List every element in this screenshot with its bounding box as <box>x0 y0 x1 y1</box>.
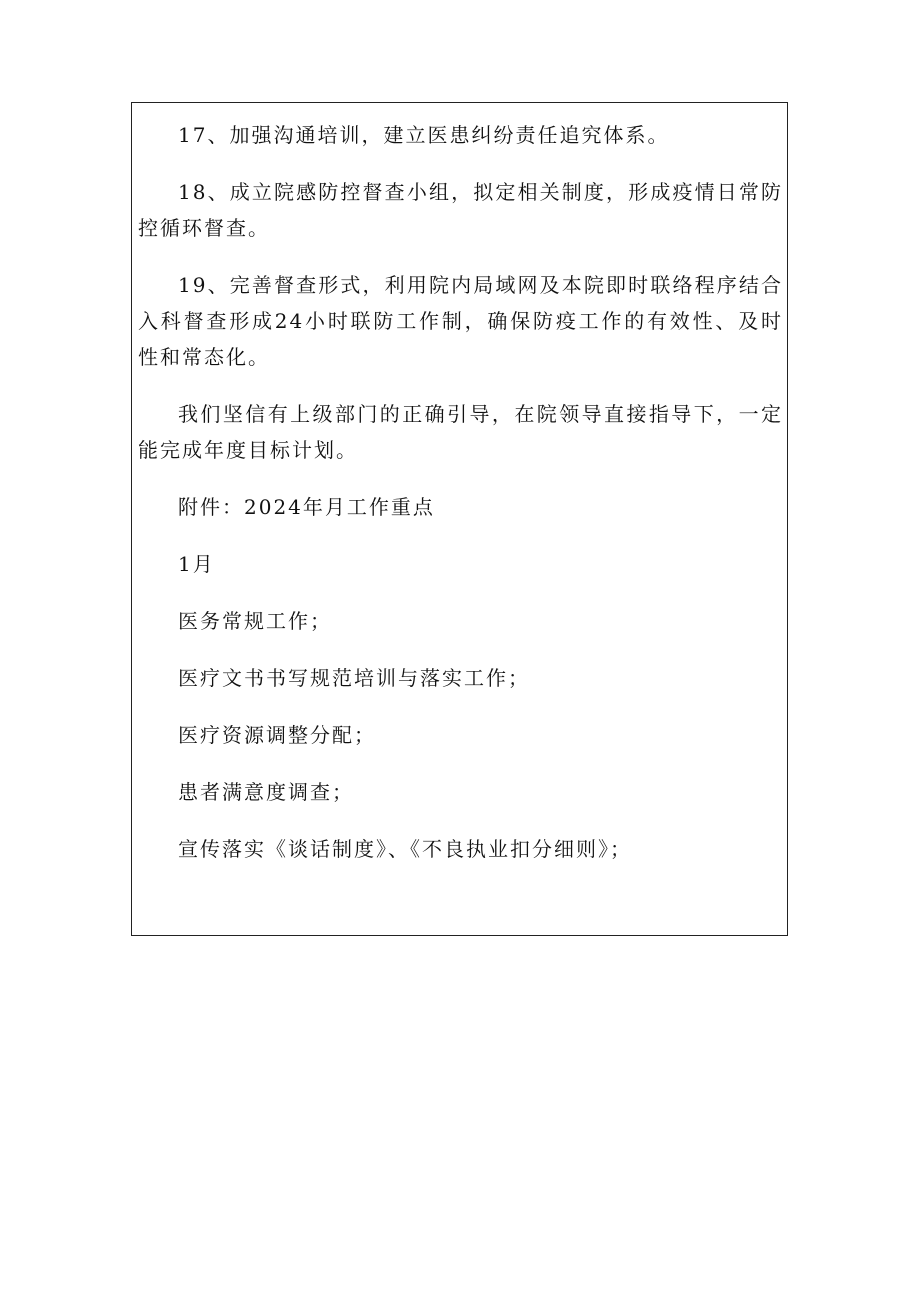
list-item: 宣传落实《谈话制度》、《不良执业扣分细则》； <box>178 837 632 861</box>
list-item: 患者满意度调查； <box>178 780 354 804</box>
list-item: 医疗文书书写规范培训与落实工作； <box>178 666 530 690</box>
paragraph-conclusion: 我们坚信有上级部门的正确引导，在院领导直接指导下，一定能完成年度目标计划。 <box>138 402 783 462</box>
attachment-title: 附件：2024年月工作重点 <box>178 495 435 519</box>
paragraph-item-19: 19、完善督查形式，利用院内局域网及本院即时联络程序结合入科督查形成24小时联防工作制，确保防疫工作的有效性、及时性和常态化。 <box>138 273 783 369</box>
paragraph-item-17: 17、加强沟通培训，建立医患纠纷责任追究体系。 <box>178 123 670 147</box>
list-item: 医务常规工作； <box>178 609 332 633</box>
paragraph-item-18: 18、成立院感防控督查小组，拟定相关制度，形成疫情日常防控循环督查。 <box>138 180 783 240</box>
month-heading: 1月 <box>178 552 215 576</box>
document-frame <box>131 102 788 936</box>
document-body <box>138 117 783 867</box>
list-item: 医疗资源调整分配； <box>178 723 376 747</box>
